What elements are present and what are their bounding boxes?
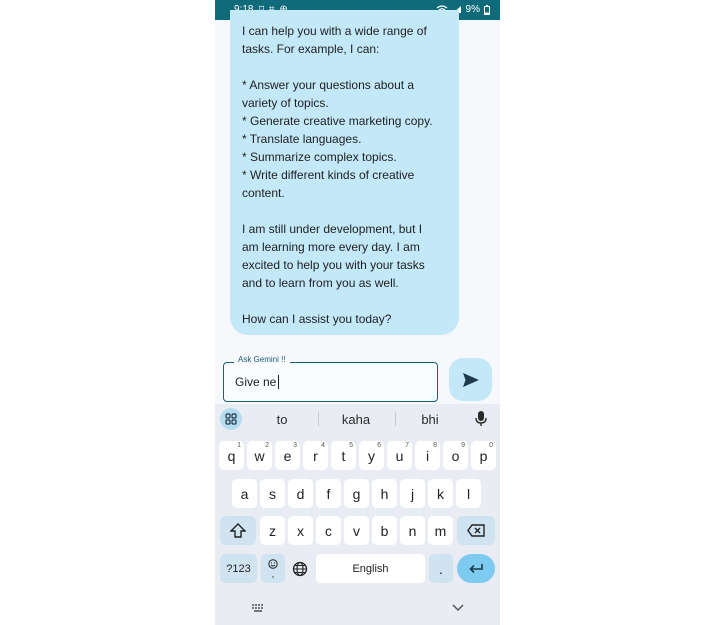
key-k[interactable] (428, 479, 453, 508)
on-screen-keyboard (215, 404, 500, 625)
keyboard-hide-icon[interactable] (251, 603, 265, 613)
globe-icon (292, 561, 308, 577)
key-m[interactable] (428, 516, 453, 545)
message-line: variety of topics. (242, 96, 329, 110)
key-c[interactable] (316, 516, 341, 545)
key-number-hint: 5 (349, 442, 353, 449)
key-y[interactable] (359, 441, 384, 470)
microphone-icon[interactable] (475, 411, 487, 427)
text-caret (278, 375, 279, 389)
shift-icon (230, 523, 246, 538)
emoji-key[interactable] (261, 554, 285, 583)
suggestion-strip (215, 404, 500, 434)
message-line: content. (242, 186, 285, 200)
message-line: tasks. For example, I can: (242, 42, 380, 56)
key-number-hint: 3 (293, 442, 297, 449)
send-icon (462, 372, 480, 388)
key-label: o (451, 447, 460, 464)
key-s[interactable] (260, 479, 285, 508)
message-blank-line (242, 292, 449, 310)
backspace-icon (467, 524, 485, 537)
input-value[interactable] (235, 375, 279, 389)
key-label: y (368, 447, 375, 464)
message-line: * Translate languages. (242, 132, 362, 146)
message-line: excited to help you with your tasks (242, 258, 425, 272)
phone-screen (215, 0, 500, 625)
key-label: x (297, 522, 304, 539)
key-label: q (227, 447, 236, 464)
key-number-hint: 2 (265, 442, 269, 449)
message-line: * Write different kinds of creative (242, 168, 415, 182)
input-label: Ask Gemini !! (234, 355, 290, 364)
message-line: * Answer your questions about a (242, 78, 415, 92)
enter-key[interactable] (457, 554, 495, 583)
key-number-hint: 1 (237, 442, 241, 449)
message-line: am learning more every day. I am (242, 240, 420, 254)
key-label: z (269, 522, 276, 539)
key-j[interactable] (400, 479, 425, 508)
key-t[interactable] (331, 441, 356, 470)
key-u[interactable] (387, 441, 412, 470)
suggestion-2[interactable]: kaha (341, 412, 371, 427)
key-number-hint: 8 (433, 442, 437, 449)
language-key[interactable] (288, 554, 312, 583)
keyboard-apps-button[interactable] (220, 408, 242, 430)
key-label: r (313, 447, 318, 464)
navigation-bar (215, 594, 500, 625)
key-q[interactable] (219, 441, 244, 470)
backspace-key[interactable] (457, 516, 495, 545)
key-g[interactable] (344, 479, 369, 508)
key-n[interactable] (400, 516, 425, 545)
key-label: b (380, 522, 389, 539)
key-label: p (479, 447, 488, 464)
comma-glyph: , (271, 568, 275, 579)
key-l[interactable] (456, 479, 481, 508)
gemini-response-bubble (230, 10, 459, 335)
suggestion-1[interactable]: to (276, 412, 288, 427)
grid-icon (225, 413, 237, 425)
key-a[interactable] (232, 479, 257, 508)
key-label: l (466, 485, 471, 502)
key-label: m (434, 522, 447, 539)
key-label: j (410, 485, 415, 502)
key-e[interactable] (275, 441, 300, 470)
key-w[interactable] (247, 441, 272, 470)
key-label: e (283, 447, 292, 464)
message-blank-line (242, 202, 449, 220)
shift-key[interactable] (220, 516, 256, 545)
key-label: s (269, 485, 276, 502)
key-number-hint: 7 (405, 442, 409, 449)
key-label: u (395, 447, 404, 464)
key-v[interactable] (344, 516, 369, 545)
key-label: t (341, 447, 346, 464)
key-label: n (408, 522, 417, 539)
key-i[interactable] (415, 441, 440, 470)
key-label: g (352, 485, 361, 502)
ask-gemini-input[interactable] (223, 355, 438, 402)
key-o[interactable] (443, 441, 468, 470)
message-line: How can I assist you today? (242, 312, 392, 326)
key-label: c (325, 522, 332, 539)
key-label: v (353, 522, 360, 539)
key-label: i (425, 447, 430, 464)
key-d[interactable] (288, 479, 313, 508)
space-bar[interactable]: English (316, 554, 425, 583)
key-p[interactable] (471, 441, 496, 470)
emoji-icon (268, 559, 278, 569)
key-label: f (326, 485, 331, 502)
key-f[interactable] (316, 479, 341, 508)
enter-icon (468, 563, 484, 575)
key-number-hint: 0 (489, 442, 493, 449)
message-line: and to learn from you as well. (242, 276, 399, 290)
symbols-key[interactable]: ?123 (220, 554, 257, 583)
key-r[interactable] (303, 441, 328, 470)
key-z[interactable] (260, 516, 285, 545)
message-line: * Summarize complex topics. (242, 150, 397, 164)
key-label: w (254, 447, 265, 464)
key-label: k (437, 485, 444, 502)
key-x[interactable] (288, 516, 313, 545)
key-number-hint: 6 (377, 442, 381, 449)
key-number-hint: 4 (321, 442, 325, 449)
suggestion-3[interactable]: bhi (421, 412, 439, 427)
battery-percent: 9% (465, 4, 480, 15)
message-line: I am still under development, but I (242, 222, 423, 236)
battery-icon (484, 5, 490, 15)
key-label: d (296, 485, 305, 502)
suggestion-divider (318, 412, 319, 426)
key-b[interactable] (372, 516, 397, 545)
send-button[interactable] (449, 358, 492, 401)
message-line: I can help you with a wide range of (242, 24, 427, 38)
message-line: * Generate creative marketing copy. (242, 114, 433, 128)
chevron-down-icon[interactable] (452, 604, 464, 612)
period-key[interactable]: . (429, 554, 453, 583)
key-h[interactable] (372, 479, 397, 508)
key-number-hint: 9 (461, 442, 465, 449)
key-label: a (240, 485, 249, 502)
key-label: h (380, 485, 389, 502)
input-text: Give ne (235, 375, 277, 389)
message-blank-line (242, 58, 449, 76)
